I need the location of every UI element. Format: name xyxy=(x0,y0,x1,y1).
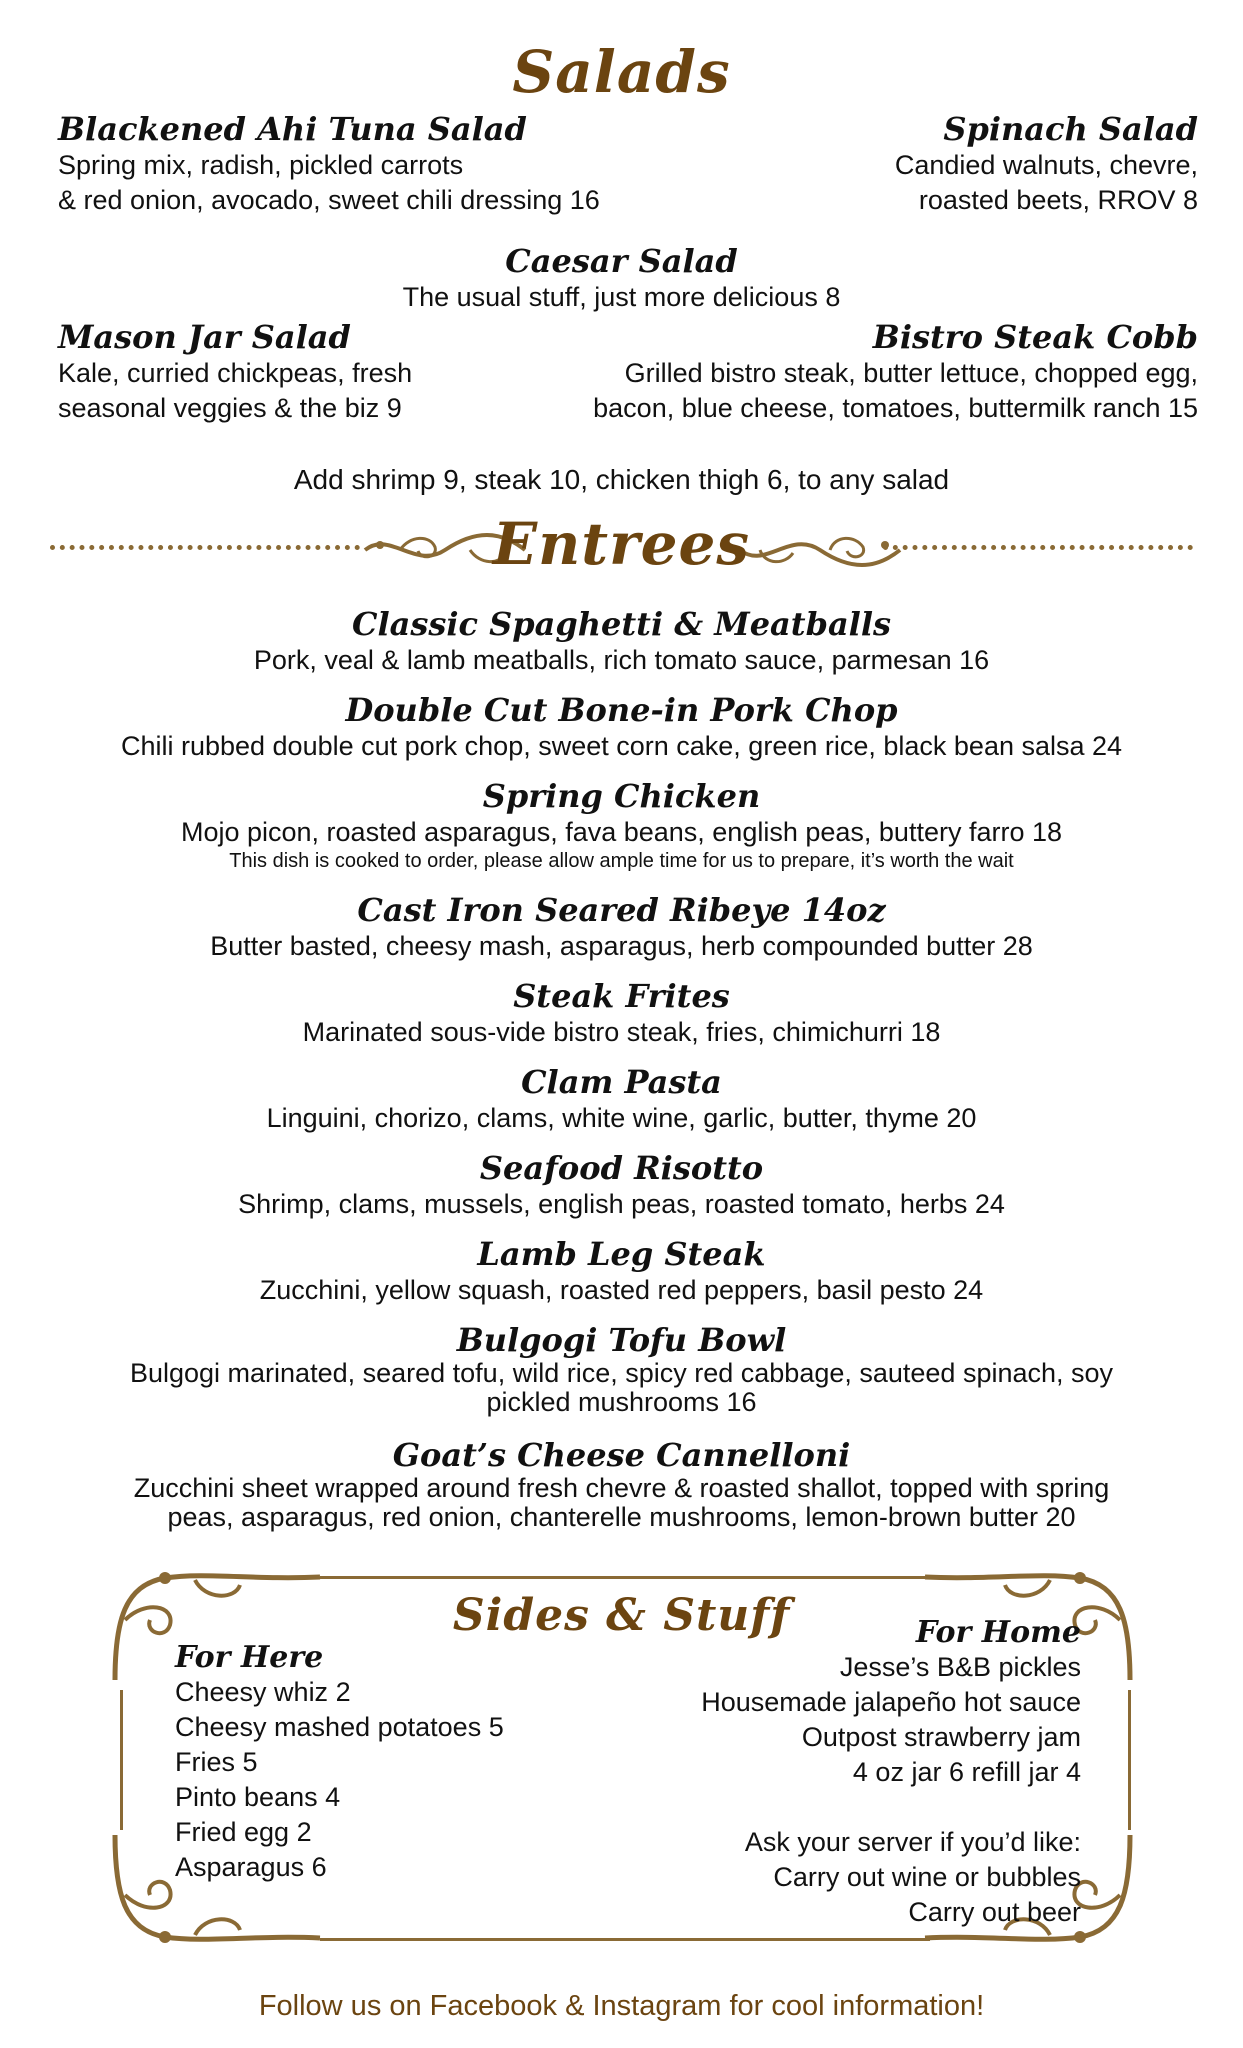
entree-pork-chop xyxy=(60,691,1183,764)
list-item: Pinto beans 4 xyxy=(175,1782,341,1812)
item-desc: Shrimp, clams, mussels, english peas, roasted tomato, herbs 24 xyxy=(238,1189,1005,1219)
list-item: 4 oz jar 6 refill jar 4 xyxy=(852,1757,1081,1787)
item-desc: Pork, veal & lamb meatballs, rich tomato sauce, parmesan 16 xyxy=(253,645,990,675)
for-home-list xyxy=(701,1615,1081,1930)
item-desc: Grilled bistro steak, butter lettuce, chopped egg, xyxy=(624,358,1198,388)
entree-bulgogi-tofu xyxy=(60,1321,1183,1417)
item-desc: Kale, curried chickpeas, fresh xyxy=(58,358,413,388)
item-desc: bacon, blue cheese, tomatoes, buttermilk ranch 15 xyxy=(593,393,1198,423)
item-desc: roasted beets, RROV 8 xyxy=(918,185,1198,215)
list-item: Outpost strawberry jam xyxy=(801,1722,1081,1752)
item-desc: seasonal veggies & the biz 9 xyxy=(58,393,402,423)
item-name: Blackened Ahi Tuna Salad xyxy=(58,110,527,148)
item-name: Bulgogi Tofu Bowl xyxy=(456,1321,787,1359)
ask-server-text: Ask your server if you’d like: xyxy=(744,1827,1081,1857)
item-name: Goat’s Cheese Cannelloni xyxy=(392,1436,851,1474)
item-desc: Candied walnuts, chevre, xyxy=(894,150,1198,180)
list-item: Cheesy mashed potatoes 5 xyxy=(175,1712,504,1742)
item-desc: & red onion, avocado, sweet chili dressing 16 xyxy=(58,185,600,215)
item-desc: Butter basted, cheesy mash, asparagus, herb compounded butter 28 xyxy=(210,931,1033,961)
salad-bistro-steak-cobb xyxy=(593,318,1198,426)
for-home-heading: For Home xyxy=(915,1615,1081,1650)
list-item: Asparagus 6 xyxy=(175,1852,327,1882)
item-note: This dish is cooked to order, please allow ample time for us to prepare, it’s worth the wait xyxy=(229,850,1014,872)
item-desc: Bulgogi marinated, seared tofu, wild rice, spicy red cabbage, sauteed spinach, soy xyxy=(129,1358,1114,1388)
item-name: Spring Chicken xyxy=(482,777,761,815)
salad-spinach xyxy=(895,110,1198,218)
item-desc: Marinated sous-vide bistro steak, fries, chimichurri 18 xyxy=(302,1017,941,1047)
entree-spaghetti xyxy=(60,605,1183,678)
entree-seafood-risotto xyxy=(60,1149,1183,1222)
salad-mason-jar xyxy=(58,318,412,426)
for-here-heading: For Here xyxy=(175,1640,324,1675)
list-item: Housemade jalapeño hot sauce xyxy=(701,1687,1081,1717)
item-name: Clam Pasta xyxy=(521,1063,722,1101)
item-name: Mason Jar Salad xyxy=(58,318,351,356)
entrees-title: Entrees xyxy=(492,510,751,578)
item-desc: Chili rubbed double cut pork chop, sweet corn cake, green rice, black bean salsa 24 xyxy=(120,731,1123,761)
salad-addons: Add shrimp 9, steak 10, chicken thigh 6, to any salad xyxy=(293,464,950,495)
item-name: Seafood Risotto xyxy=(479,1149,764,1187)
entree-lamb-leg-steak xyxy=(60,1235,1183,1308)
list-item: Cheesy whiz 2 xyxy=(175,1677,351,1707)
entree-goats-cheese-cannelloni xyxy=(60,1436,1183,1532)
item-desc: Mojo picon, roasted asparagus, fava beans, english peas, buttery farro 18 xyxy=(180,817,1063,847)
item-name: Bistro Steak Cobb xyxy=(872,318,1198,356)
entree-spring-chicken xyxy=(60,777,1183,873)
item-name: Double Cut Bone-in Pork Chop xyxy=(345,691,898,729)
salad-caesar xyxy=(60,242,1183,315)
list-item: Fried egg 2 xyxy=(175,1817,312,1847)
item-desc: Linguini, chorizo, clams, white wine, garlic, butter, thyme 20 xyxy=(266,1103,977,1133)
list-item: Jesse’s B&B pickles xyxy=(839,1652,1081,1682)
for-here-list xyxy=(175,1640,504,1885)
item-desc: pickled mushrooms 16 xyxy=(486,1387,757,1417)
item-desc: peas, asparagus, red onion, chanterelle mushrooms, lemon-brown butter 20 xyxy=(167,1502,1076,1532)
sides-title: Sides & Stuff xyxy=(452,1590,791,1641)
item-name: Spinach Salad xyxy=(943,110,1198,148)
item-name: Lamb Leg Steak xyxy=(477,1235,766,1273)
item-desc: Zucchini sheet wrapped around fresh chevre & roasted shallot, topped with spring xyxy=(133,1473,1110,1503)
list-item: Carry out beer xyxy=(908,1897,1081,1927)
item-name: Cast Iron Seared Ribeye 14oz xyxy=(357,891,886,929)
salad-blackened-ahi xyxy=(58,110,600,218)
salads-title: Salads xyxy=(512,38,731,106)
entree-ribeye xyxy=(60,891,1183,964)
item-name: Classic Spaghetti & Meatballs xyxy=(351,605,891,643)
item-name: Caesar Salad xyxy=(505,242,738,280)
item-desc: Spring mix, radish, pickled carrots xyxy=(58,150,464,180)
item-desc: The usual stuff, just more delicious 8 xyxy=(402,282,841,312)
list-item: Fries 5 xyxy=(175,1747,258,1777)
item-name: Steak Frites xyxy=(513,977,730,1015)
list-item: Carry out wine or bubbles xyxy=(773,1862,1081,1892)
footer-social-text: Follow us on Facebook & Instagram for cool information! xyxy=(258,1990,985,2022)
item-desc: Zucchini, yellow squash, roasted red peppers, basil pesto 24 xyxy=(259,1275,984,1305)
entree-steak-frites xyxy=(60,977,1183,1050)
entree-clam-pasta xyxy=(60,1063,1183,1136)
